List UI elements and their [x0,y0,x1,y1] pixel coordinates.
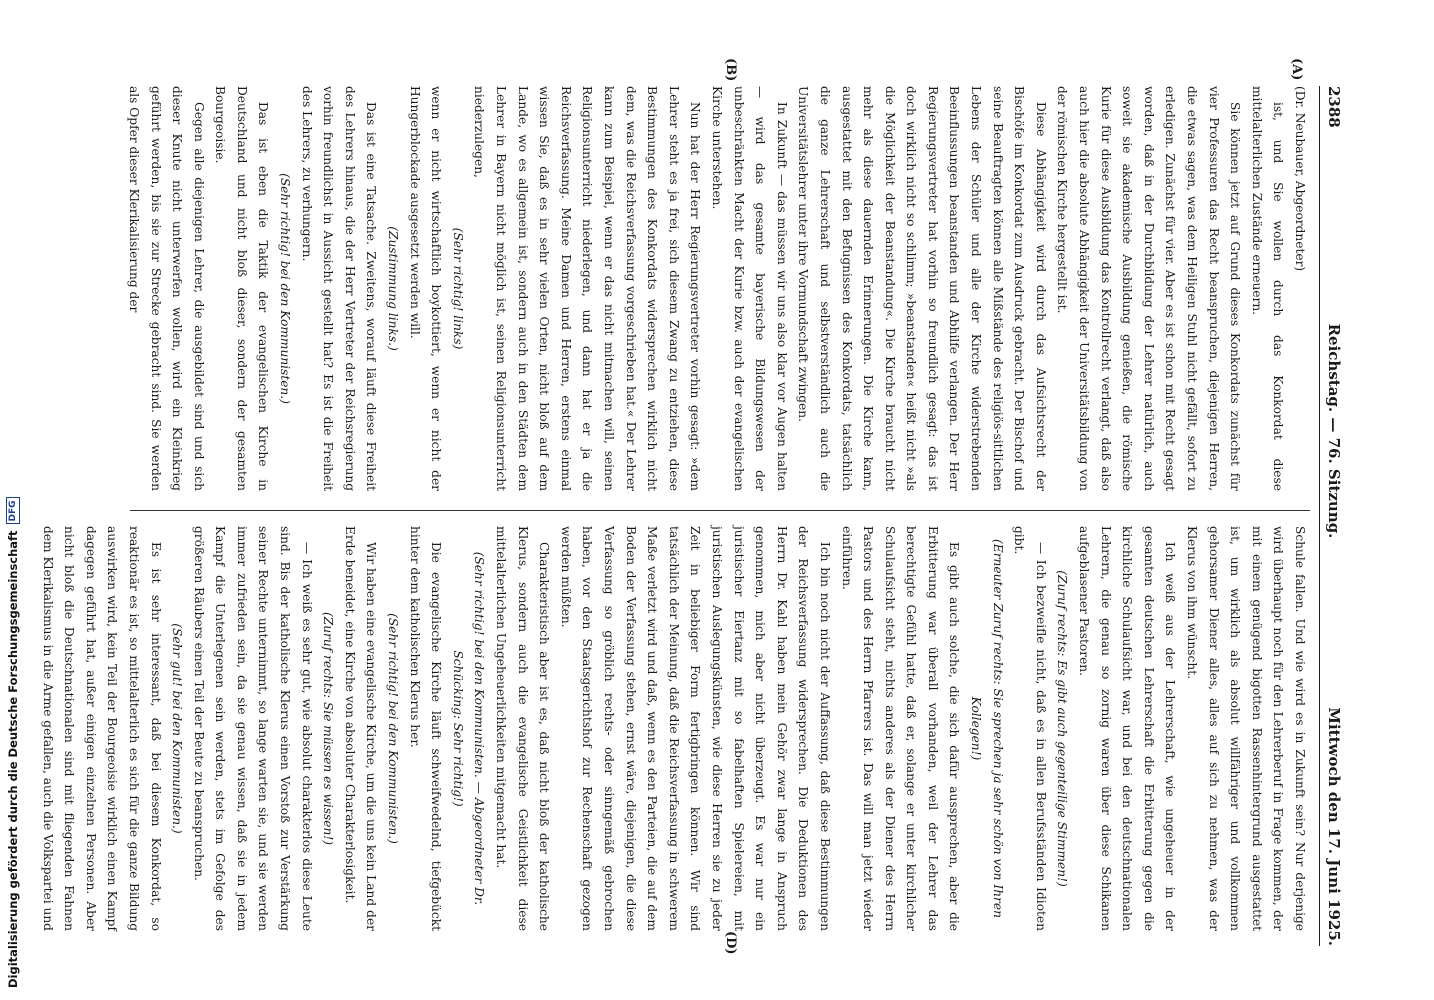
digitization-credit [2,0,24,1000]
paragraph: Charakteristisch aber ist es, daß nicht bloß der katholische Klerus, sondern auch die evangelische Geistlichkeit diese mittelalterlichen Ungeheuerlichkeiten mitgemacht hat. [494,526,552,931]
paragraph: Sie können jetzt auf Grund dieses Konkordats zunächst für vier Professuren das Recht beanspruchen, diejenigen Herren, die etwas sagen, was dem Heiligen Stuhl nicht gefällt, sofort zu erledigen. Zunächst für vier. Aber es ist schon mit Recht gesagt worden, daß in der Durchbildung der Lehrer natürlich, auch soweit sie akademische Ausbildung genießen, die römische Kurie für diese Ausbildung das Kontrollrecht verlangt, daß also auch hier die absolute Abhängigkeit der Universitätsbildung von der römischen Kirche hergestellt ist. [1055,86,1243,491]
paragraph: Ich bin noch nicht der Auffassung, daß diese Bestimmungen der Reichsverfassung widersprechen. Die Deduktionen des Herrn Dr. Kahl haben mein Gehör zwar lange in Anspruch genommen, mich aber nicht überzeugt. Es war nur ein juristischer Eiertanz mit so fabelhaften Spielereien, mit juristischen Auslegungskünsten, wie diese Herren sie zu jeder Zeit in beliebiger Form fertigbringen können. Wir sind tatsächlich der Meinung, daß die Reichsverfassung in schwerem Maße verletzt wird und daß, wenn es den Parteien, die auf dem Boden der Verfassung stehen, ernst wäre, diejenigen, die diese Verfassung so gröblich rechts- oder sinngemäß gebrochen haben, vor den Staatsgerichtshof zur Rechenschaft gezogen werden müßten. [558,526,832,931]
digitization-credit-text: Digitalisierung gefördert durch die Deutsche Forschungsgemeinschaft [6,530,20,988]
paragraph: — Ich weiß es sehr gut, wie absolut charakterlos diese Leute sind. Bis der katholische Klerus einen Vorstoß zur Verstärkung seiner Rechte unternimmt, so lange warten sie, und sie werden immer zufrieden sein, da sie genau wissen, daß sie in jedem Kampf die Unterlegenen sein werden, stets im Gefolge des größeren Räubers einen Teil der Beute zu beanspruchen. [191,526,314,931]
paragraph: Schule fallen. Und wie wird es in Zukunft sein? Nur derjenige wird überhaupt noch für den Lehrerberuf in Frage kommen, der mit einem genügend bigotten Rassenhintergrund ausgestattet ist, um wirklich als absolut willfähriger und vollkommen gehorsamer Diener alles, alles auf sich zu nehmen, was der Klerus von ihm wünscht. [1185,526,1307,931]
paragraph: Ich weiß aus der Lehrerschaft, wie ungeheuer in der gesamten deutschen Lehrerschaft die Erbitterung gegen die kirchliche Schulaufsicht war, und bei den deutschnationalen Lehrern, die genau so zornig waren über diese Schikanen aufgeblasener Pastoren. [1077,526,1178,931]
paragraph: Wir haben eine evangelische Kirche, um die uns kein Land der Erde beneidet, eine Kirche von absoluter Charakterlosigkeit. [342,526,379,931]
right-column [40,526,1310,931]
interjection: (Sehr richtig! links) [450,227,465,350]
interjection: (Sehr gut! bei den Kommunisten.) [170,623,185,834]
interjection: (Zuruf rechts: Sie müssen es wissen!) [321,611,336,846]
paragraph: wenn er nicht wirtschaftlich boykottiert, wenn er nicht der Hungerblockade ausgesetzt werden will. [407,86,444,491]
paragraph: Es gibt auch solche, die sich dafür aussprechen, aber die Erbitterung war überall vorhanden, weil der Lehrer das berechtigte Gefühl hatte, daß er, solange er unter kirchlicher Schulaufsicht steht, nichts anderes als der Diener des Herrn Pastors und des Herrn Pfarrers ist. Das will man jetzt wieder einführen. [839,526,962,931]
paragraph: Gegen alle diejenigen Lehrer, die ausgebildet sind und sich dieser Knute nicht unterwerfen wollen, wird ein Kleinkrieg geführt werden, bis sie zur Strecke gebracht sind. Sie werden als Opfer dieser Klerikalisierung der [126,86,206,491]
paragraph: Das ist eben die Taktik der evangelischen Kirche in Deutschland und nicht bloß dieser, sondern der gesamten Bourgeoisie. [213,86,271,491]
margin-marker-a: (A) [1289,58,1304,81]
page-number: 2388 [1325,86,1343,128]
column-divider [130,510,1310,511]
paragraph: Das ist eine Tatsache. Zweitens, worauf läuft diese Freiheit des Lehrers hinaus, die der Herr Vertreter der Reichsregierung vorhin freundlichst in Aussicht gestellt hat? Es ist die Freiheit des Lehrers, zu verhungern. [299,86,379,491]
interjection: (Zustimmung links.) [386,226,401,351]
paragraph: ist, und Sie wollen durch das Konkordat diese mittelalterlichen Zustände erneuern. [1249,86,1286,491]
interjection: (Zuruf rechts: Es gibt auch gegenteilige Stimmen!) [1055,570,1070,887]
paragraph: Nun hat der Herr Regierungsvertreter vorhin gesagt: »dem Lehrer steht es ja frei, sich diesem Zwang zu entziehen, diese Bestimmungen des Konkordats widersprechen wirklich nicht dem, was die Reichsverfassung vorgeschrieben hat.« Der Lehrer kann zum Beispiel, wenn er das nicht mitmachen will, seinen Religionsunterricht niederlegen, und dann hat er ja die Reichsverfassung. Meine Damen und Herren, erstens einmal wissen Sie, daß es in sehr vielen Orten, nicht bloß auf dem Lande, wo es allgemein ist, sondern auch in den Städten dem Lehrer in Bayern nicht möglich ist, seinen Religionsunterricht niederzulegen, [472,86,703,491]
page-header [1319,86,1348,946]
interjection: (Sehr richtig! bei den Kommunisten.) [386,613,401,844]
margin-marker-d: (D) [723,931,738,955]
dfg-logo: DFG [6,497,20,524]
margin-marker-b: (B) [723,58,738,82]
interjection: (Erneuter Zuruf rechts: Sie sprechen ja sehr schön von Ihren Kollegen!) [969,539,1005,918]
paragraph: — Ich bezweifle nicht, daß es in allen Berufsständen Idioten gibt. [1012,526,1048,931]
paragraph: In Zukunft — das müssen wir uns also klar vor Augen halten — wird das gesamte bayerische Bildungswesen der unbeschränkten Macht der Kurie bzw. auch der evangelischen Kirche unterstehen. [709,86,789,491]
session-title: Reichstag. — 76. Sitzung. [1325,323,1343,539]
interjection: (Sehr richtig! bei den Kommunisten.) [278,173,293,404]
paragraph: Die evangelische Kirche läuft schweifwedelnd, tiefgebückt hinter dem katholischen Klerus her. [407,526,444,931]
left-column [120,86,1310,491]
interjection: (Sehr richtig! bei den Kommunisten. — Abgeordneter Dr. Schücking: Sehr richtig!) [450,551,487,906]
paragraph: Es ist sehr interessant, daß bei diesem Konkordat, so reaktionär es ist, so mittelalterlich es sich für die ganze Bildung auswirken wird, kein Teil der Bourgeoisie wirklich einen Kampf dagegen geführt hat, außer einigen einzelnen Personen. Aber nicht bloß die Deutschnationalen sind mit fliegenden Fahnen dem Klerikalismus in die Arme gefallen, auch die Volkspartei und [40,526,163,931]
speaker-line: (Dr. Neubauer, Abgeordneter) [1293,86,1307,272]
paragraph: Diese Abhängigkeit wird durch das Aufsichtsrecht der Bischöfe im Konkordat zum Ausdruck gebracht. Der Bischof und seine Beauftragten können alle Mißstände des religiös-sittlichen Lebens der Schüler und alle der Kirche widerstrebenden Beeinflussungen beanstanden und Abhilfe verlangen. Der Herr Regierungsvertreter hat vorhin so freundlich gesagt: das ist doch wirklich nicht so schlimm; »beanstanden« heißt nicht »als die Möglichkeit der Beanstandung«. Die Kirche braucht nicht mehr als diese dauernden Erinnerungen. Die Kirche kann, ausgestattet mit den Befugnissen des Konkordats, tatsächlich die ganze Lehrerschaft und selbstverständlich auch die Universitätslehrer unter ihre Vormundschaft zwingen. [796,86,1048,491]
session-date: Mittwoch den 17. Juni 1925. [1325,707,1343,946]
rotated-document-page [40,58,1348,955]
